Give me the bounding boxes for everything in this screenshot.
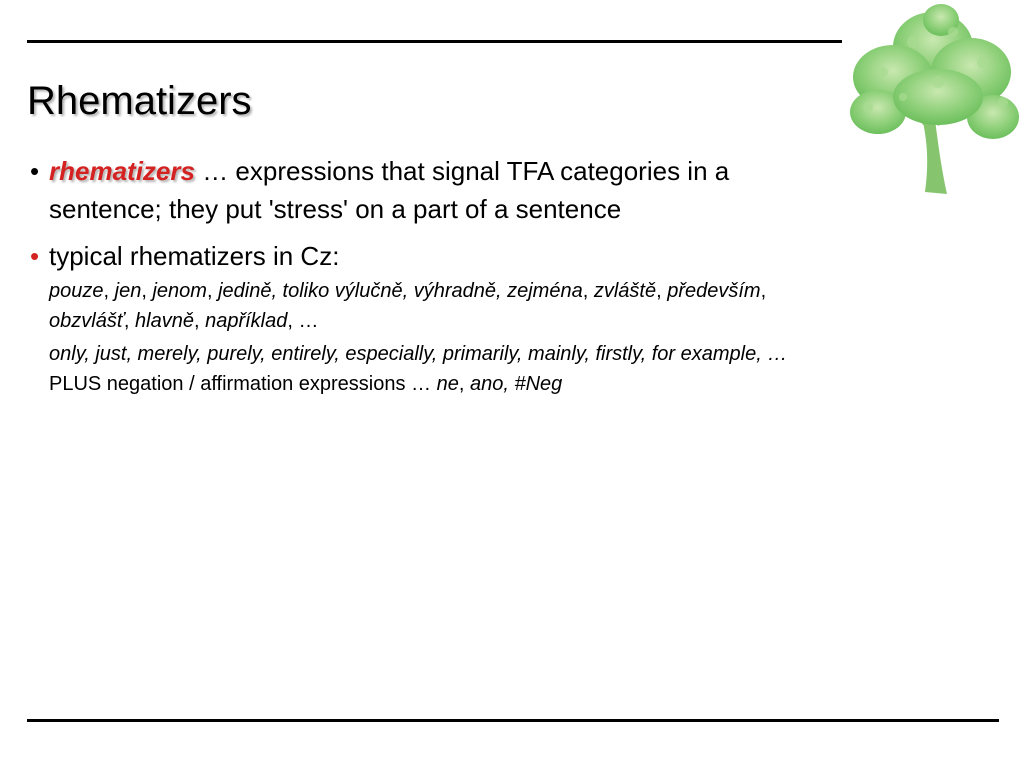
english-examples: only, just, merely, purely, entirely, especially, primarily, mainly, firstly, for example, … (49, 343, 788, 365)
bullet-line-2: sentence; they put 'stress' on a part of a sentence (49, 194, 622, 224)
top-divider (27, 40, 842, 43)
bullet-line-1 (49, 152, 729, 190)
slide-title: Rhematizers (27, 79, 252, 123)
bullet-body (49, 152, 729, 228)
bullet-heading: typical rhematizers in Cz: (49, 241, 340, 271)
bottom-divider (27, 719, 999, 722)
definition-text: … expressions that signal TFA categories in a (194, 156, 730, 186)
czech-examples-line-2: obzvlášť, hlavně, například, … (49, 310, 319, 332)
term-rhematizers: rhematizers (49, 156, 195, 186)
czech-word: jenom (152, 280, 207, 302)
czech-word: obzvlášť (49, 310, 124, 332)
czech-word: zvláště (593, 280, 657, 302)
bullet-marker: • (30, 156, 40, 186)
tree-icon (843, 2, 1023, 202)
czech-word: jen (114, 280, 142, 302)
bullet-marker: • (30, 241, 40, 271)
plus-negation-line: PLUS negation / affirmation expressions … ne, ano, #Neg (49, 373, 563, 395)
czech-word: jedině, toliko výlučně, výhradně, zejména (218, 280, 583, 302)
czech-word: pouze (49, 280, 104, 302)
czech-word: například (205, 310, 288, 332)
czech-word: především (667, 280, 761, 302)
czech-examples-line-1: pouze, jen, jenom, jedině, toliko výlučně, výhradně, zejména, zvláště, především, (49, 280, 767, 302)
czech-word: hlavně (135, 310, 194, 332)
